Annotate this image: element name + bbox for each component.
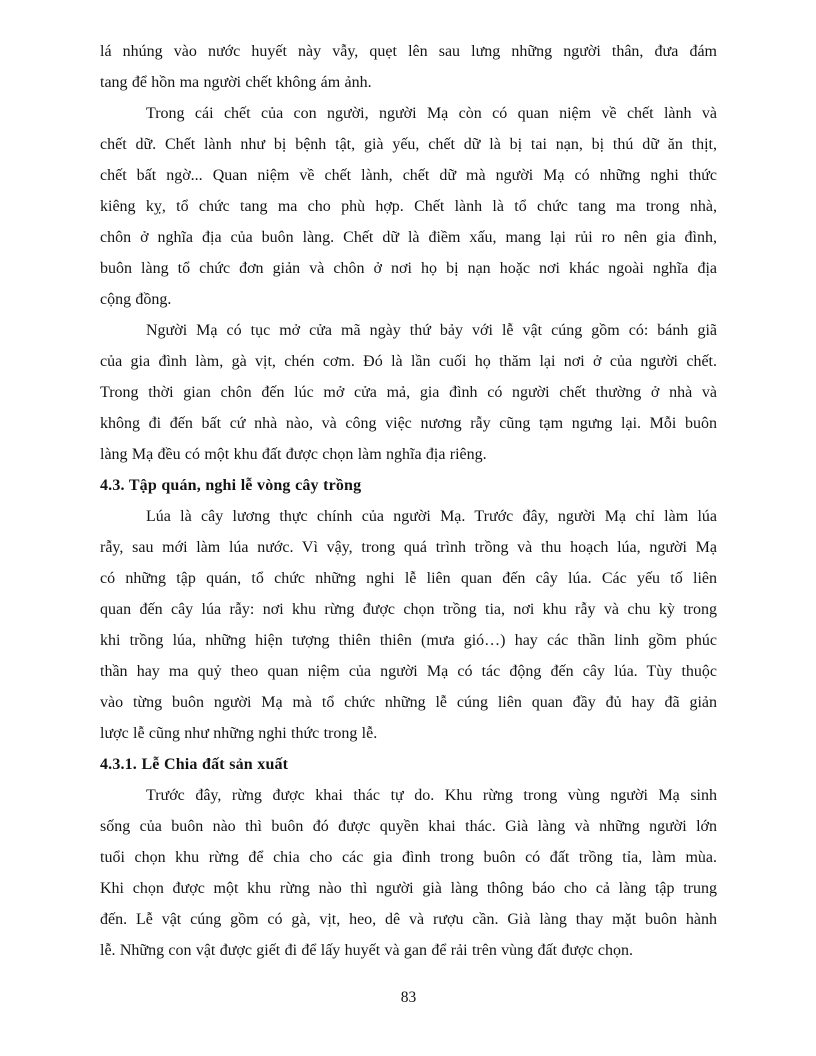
text-line: kiêng kỵ, tổ chức tang ma cho phù hợp. Chết lành là tổ chức tang ma trong nhà, bbox=[100, 198, 717, 215]
text-line: có những tập quán, tổ chức những nghi lễ liên quan đến cây lúa. Các yếu tố liên bbox=[100, 570, 717, 587]
text-line: buôn làng tổ chức đơn giản và chôn ở nơi họ bị nạn hoặc nơi khác ngoài nghĩa địa bbox=[100, 260, 717, 277]
page-number: 83 bbox=[400, 989, 417, 1006]
text-line: Lúa là cây lương thực chính của người Mạ. Trước đây, người Mạ chỉ làm lúa bbox=[146, 508, 717, 525]
paragraph bbox=[100, 315, 717, 470]
text-line: lược lễ cũng như những nghi thức trong lễ. bbox=[100, 725, 378, 742]
text-line: không đi đến bất cứ nhà nào, và công việc nương rẫy cũng tạm ngưng lại. Mỗi buôn bbox=[100, 415, 717, 432]
paragraph bbox=[100, 780, 717, 966]
text-line: Trong cái chết của con người, người Mạ còn có quan niệm về chết lành và bbox=[146, 105, 717, 122]
paragraph bbox=[100, 501, 717, 749]
section-heading-text: 4.3.1. Lễ Chia đất sản xuất bbox=[100, 756, 289, 773]
text-line: chết bất ngờ... Quan niệm về chết lành, chết dữ mà người Mạ có những nghi thức bbox=[100, 167, 717, 184]
text-line: chết dữ. Chết lành như bị bệnh tật, già yếu, chết dữ là bị tai nạn, bị thú dữ ăn thịt, bbox=[100, 136, 717, 153]
text-line: lá nhúng vào nước huyết này vẫy, quẹt lên sau lưng những người thân, đưa đám bbox=[100, 43, 717, 60]
text-line: rẫy, sau mới làm lúa nước. Vì vậy, trong quá trình trồng và thu hoạch lúa, người Mạ bbox=[100, 539, 717, 556]
text-line: tuổi chọn khu rừng để chia cho các gia đình trong buôn có đất trồng tỉa, làm mùa. bbox=[100, 849, 717, 866]
text-line: chôn ở nghĩa địa của buôn làng. Chết dữ là điềm xấu, mang lại rủi ro nên gia đình, bbox=[100, 229, 717, 246]
text-line: Khi chọn được một khu rừng nào thì người già làng thông báo cho cả làng tập trung bbox=[100, 880, 717, 897]
text-line: thần hay ma quỷ theo quan niệm của người Mạ có tác động đến cây lúa. Tùy thuộc bbox=[100, 663, 717, 680]
paragraph bbox=[100, 98, 717, 315]
page-footer bbox=[100, 988, 717, 1008]
text-line: vào từng buôn người Mạ mà tổ chức những lễ cúng liên quan đầy đủ hay đã giản bbox=[100, 694, 717, 711]
text-line: làng Mạ đều có một khu đất được chọn làm nghĩa địa riêng. bbox=[100, 446, 487, 463]
section-heading-text: 4.3. Tập quán, nghi lễ vòng cây trồng bbox=[100, 477, 362, 494]
text-line: sống của buôn nào thì buôn đó được quyền khai thác. Già làng và những người lớn bbox=[100, 818, 717, 835]
section-heading bbox=[100, 749, 717, 780]
text-line: đến. Lễ vật cúng gồm có gà, vịt, heo, dê và rượu cần. Già làng thay mặt buôn hành bbox=[100, 911, 717, 928]
text-line: cộng đồng. bbox=[100, 291, 172, 308]
text-line: lễ. Những con vật được giết đi để lấy huyết và gan để rải trên vùng đất được chọn. bbox=[100, 942, 633, 959]
text-block bbox=[100, 36, 717, 966]
text-line: Trong thời gian chôn đến lúc mở cửa mả, gia đình có người chết thường ở nhà và bbox=[100, 384, 717, 401]
section-heading bbox=[100, 470, 717, 501]
paragraph bbox=[100, 36, 717, 98]
text-line: khi trồng lúa, những hiện tượng thiên thiên (mưa gió…) hay các thần linh gồm phúc bbox=[100, 632, 717, 649]
text-line: tang để hồn ma người chết không ám ảnh. bbox=[100, 74, 372, 91]
text-line: quan đến cây lúa rẫy: nơi khu rừng được chọn trồng tia, nơi khu rẫy và chu kỳ trong bbox=[100, 601, 717, 618]
text-line: của gia đình làm, gà vịt, chén cơm. Đó là lần cuối họ thăm lại nơi ở của người chết. bbox=[100, 353, 717, 370]
text-line: Trước đây, rừng được khai thác tự do. Khu rừng trong vùng người Mạ sinh bbox=[146, 787, 717, 804]
text-line: Người Mạ có tục mở cửa mã ngày thứ bảy với lễ vật cúng gồm có: bánh giã bbox=[146, 322, 717, 339]
